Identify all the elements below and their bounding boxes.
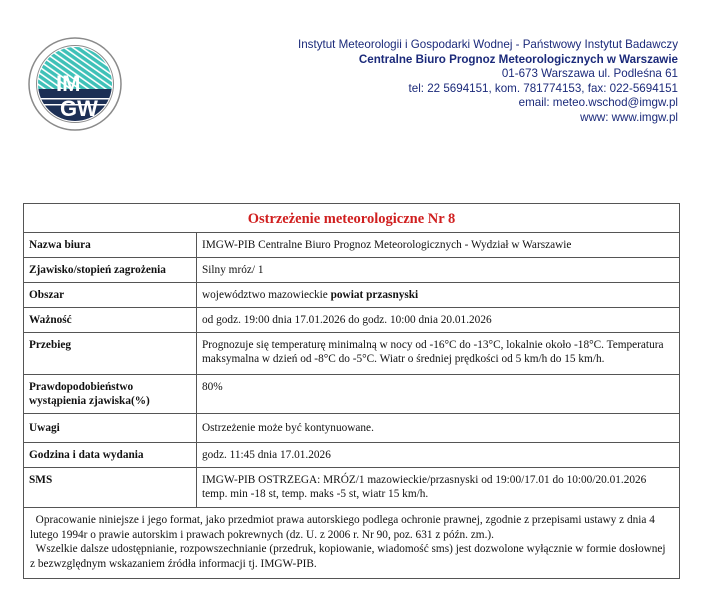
table-row [24,308,680,333]
row-value: Silny mróz/ 1 [197,258,680,283]
table-row [24,283,680,308]
row-value [197,283,680,308]
svg-text:GW: GW [60,96,98,121]
row-value: IMGW-PIB OSTRZEGA: MRÓZ/1 mazowieckie/przasnyski od 19:00/17.01 do 10:00/20.01.2026 temp. min -18 st, temp. maks -5 st, wiatr 15 km/h. [197,468,680,508]
area-voivodeship: województwo mazowieckie [202,289,331,301]
row-value: Prognozuje się temperaturę minimalną w nocy od -16°C do -13°C, lokalnie około -18°C. Temperatura maksymalna w dzień od -8°C do -5°C. Wiatr o średniej prędkości od 5 km/h do 15 km/h. [197,333,680,375]
row-value: IMGW-PIB Centralne Biuro Prognoz Meteorologicznych - Wydział w Warszawie [197,233,680,258]
area-county: powiat przasnyski [330,289,419,301]
table-row [24,258,680,283]
row-value: 80% [197,375,680,414]
table-row [24,375,680,414]
row-value: Ostrzeżenie może być kontynuowane. [197,414,680,443]
website[interactable]: www: www.imgw.pl [580,110,678,124]
warning-title: Ostrzeżenie meteorologiczne Nr 8 [24,204,680,233]
copyright-notice [24,508,680,579]
email[interactable]: email: meteo.wschod@imgw.pl [518,96,678,109]
institute-name: Instytut Meteorologii i Gospodarki Wodnej - Państwowy Instytut Badawczy [298,38,678,51]
row-label: Obszar [24,283,197,308]
imgw-logo [20,36,130,132]
row-label: Godzina i data wydania [24,443,197,468]
institute-header [298,38,678,125]
row-label: Ważność [24,308,197,333]
row-label: Prawdopodobieństwo wystąpienia zjawiska(%) [24,375,197,414]
svg-text:IM: IM [56,71,81,96]
row-label: Zjawisko/stopień zagrożenia [24,258,197,283]
row-label: Przebieg [24,333,197,375]
table-row [24,333,680,375]
row-label: Nazwa biura [24,233,197,258]
table-row [24,233,680,258]
address: 01-673 Warszawa ul. Podleśna 61 [501,67,678,80]
phones: tel: 22 5694151, kom. 781774153, fax: 022-5694151 [408,81,678,95]
row-label: SMS [24,468,197,508]
table-row [24,443,680,468]
table-row [24,468,680,508]
redistribution-text: Wszelkie dalsze udostępnianie, rozpowszechnianie (przedruk, kopiowanie, wiadomość sms) jest dozwolone wyłącznie w formie dosłownej z bezwzględnym wskazaniem źródła informacji tj. IMGW-PIB. [30,543,666,570]
office-name: Centralne Biuro Prognoz Meteorologicznych w Warszawie [358,52,678,66]
row-label: Uwagi [24,414,197,443]
copyright-text: Opracowanie niniejsze i jego format, jako przedmiot prawa autorskiego podlega ochronie prawnej, zgodnie z przepisami ustawy z dnia 4 lutego 1994r o prawie autorskim i prawach pokrewnych (dz. U. z 2006 r. Nr 90, poz. 631 z późn. zm.). [30,514,655,541]
warning-table [23,203,680,579]
row-value: godz. 11:45 dnia 17.01.2026 [197,443,680,468]
row-value: od godz. 19:00 dnia 17.01.2026 do godz. 10:00 dnia 20.01.2026 [197,308,680,333]
table-row [24,414,680,443]
